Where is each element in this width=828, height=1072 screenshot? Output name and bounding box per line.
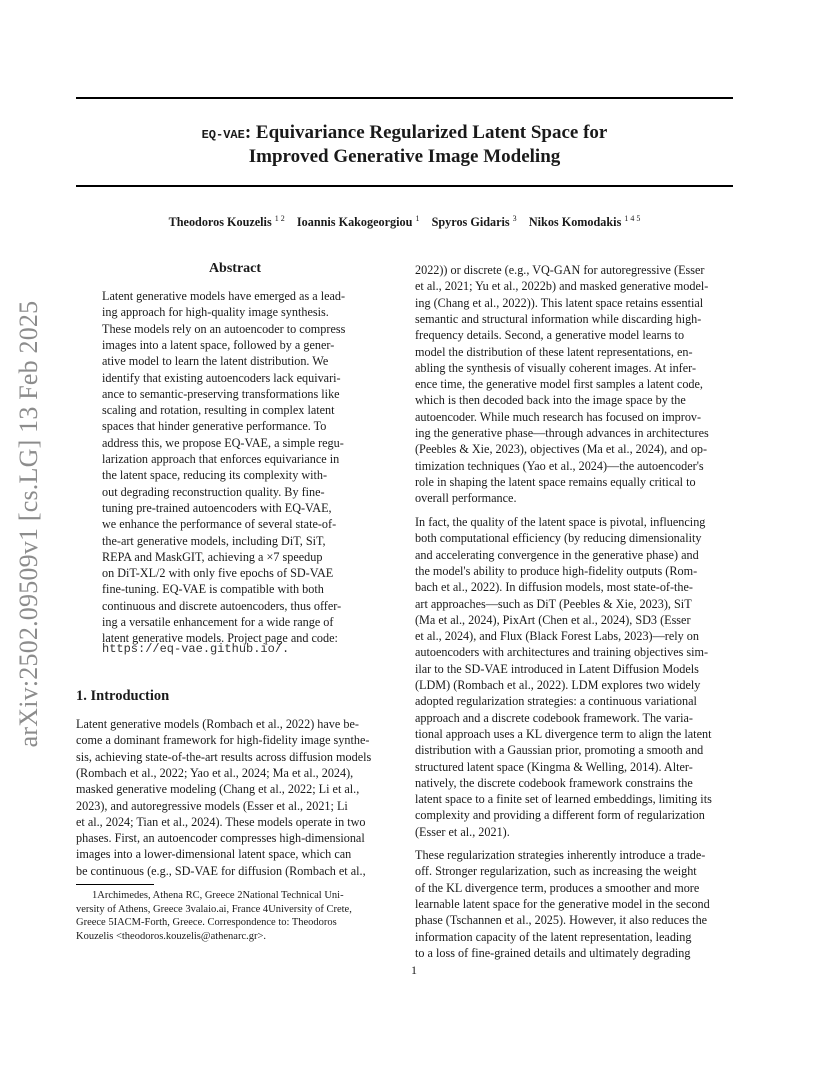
intro-line: masked generative modeling (Chang et al., 2022; Li et al., [76,782,360,797]
body-line: of the KL divergence term, produces a smoother and more [415,880,700,895]
title-bottom-rule [76,185,733,187]
body-line: (Esser et al., 2021). [415,824,510,839]
body-line: et al., 2021; Yu et al., 2022b) and masked generative model- [415,279,709,294]
body-line: and accelerating convergence in the generative phase) and [415,547,699,562]
body-line: which is then decoded back into the image space by the [415,393,686,408]
intro-line: images into a lower-dimensional latent space, which can [76,847,352,862]
body-line: et al., 2024), and Flux (Black Forest Labs, 2023)—rely on [415,629,699,644]
body-line: learnable latent space for the generative model in the second [415,896,710,911]
title-top-rule [76,97,733,99]
abstract-line: tuning pre-trained autoencoders with EQ-VAE, [102,500,332,515]
abstract-line: spaces that hinder generative performance. To [102,419,327,434]
body-line: adopted regularization strategies: a continuous variational [415,694,697,709]
body-line: latent space to a finite set of learned embeddings, limiting its [415,792,712,807]
body-line: abling the synthesis of visually coherent images. At infer- [415,360,697,375]
title-line-1-text: : Equivariance Regularized Latent Space for [244,122,608,143]
arxiv-identifier-text: arXiv:2502.09509v1 [cs.LG] 13 Feb 2025 [14,300,43,748]
body-line: structured latent space (Kingma & Welling, 2014). Alter- [415,759,693,774]
body-line: autoencoder. While much research has focused on improv- [415,409,702,424]
abstract-line: images into a latent space, followed by a gener- [102,337,335,352]
arxiv-identifier-stamp [9,289,49,759]
author-affiliation: 1 2 [274,214,285,223]
body-line: to a loss of fine-grained details and ultimately degrading [415,945,691,960]
body-line: off. Stronger regularization, such as increasing the weight [415,864,697,879]
title-method-name: EQ-VAE [201,128,245,142]
abstract-line: we enhance the performance of several state-of- [102,517,337,532]
author-name: Spyros Gidaris [431,215,510,230]
body-line: overall performance. [415,491,517,506]
abstract-heading: Abstract [208,261,262,276]
body-line: the model's ability to produce high-fidelity outputs (Rom- [415,563,698,578]
body-line: autoencoders with architectures and training objectives sim- [415,645,709,660]
body-line: bach et al., 2022). In diffusion models, most state-of-the- [415,580,693,595]
abstract-line: on DiT-XL/2 with only five epochs of SD-VAE [102,566,334,581]
body-line: distribution with a Gaussian prior, promoting a smooth and [415,743,704,758]
page-number: 1 [411,963,417,977]
abstract-line: ing approach for high-quality image synthesis. [102,305,329,320]
footnote-line: Kouzelis <theodoros.kouzelis@athenarc.gr>. [76,930,267,942]
body-line: tional approach uses a KL divergence term to align the latent [415,726,712,741]
intro-line: et al., 2024; Tian et al., 2024). These models operate in two [76,814,366,829]
abstract-line: These models rely on an autoencoder to compress [102,321,346,336]
author-affiliation: 3 [512,214,517,223]
body-line: role in shaping the latent space remains equally critical to [415,474,696,489]
body-line: timization techniques (Yao et al., 2024)—the autoencoder's [415,458,704,473]
paper-title-line-2: Improved Generative Image Modeling [248,146,561,167]
abstract-line: larization approach that enforces equivariance in [102,452,340,466]
body-line: These regularization strategies inherently introduce a trade- [415,848,706,862]
abstract-line: ing a versatile enhancement for a wide range of [102,615,334,629]
project-page-link[interactable]: https://eq-vae.github.io/. [102,642,290,656]
intro-line: be continuous (e.g., SD-VAE for diffusion (Rombach et al., [76,863,366,878]
intro-line: (Rombach et al., 2022; Yao et al., 2024; Ma et al., 2024), [76,765,354,780]
body-line: 2022)) or discrete (e.g., VQ-GAN for autoregressive (Esser [415,263,705,277]
body-line: ing (Chang et al., 2022)). This latent space retains essential [415,295,704,310]
body-line: (Ma et al., 2024), PixArt (Chen et al., 2024), SD3 (Esser [415,612,691,627]
intro-line: phases. First, an autoencoder compresses high-dimensional [76,831,365,846]
body-line: both computational efficiency (by reducing dimensionality [415,531,702,546]
intro-line: Latent generative models (Rombach et al., 2022) have be- [76,717,359,731]
body-line: complexity and providing a different form of regularization [415,808,705,823]
abstract-line: REPA and MaskGIT, achieving a ×7 speedup [102,549,323,564]
paper-title-line-1 [76,121,733,147]
author-name: Theodoros Kouzelis [168,215,272,230]
author-list [76,214,733,230]
author-name: Nikos Komodakis [528,215,622,230]
footnote-rule [76,884,154,885]
intro-line: 2023), and autoregressive models (Esser et al., 2021; Li [76,798,348,813]
abstract-line: the-art generative models, including DiT, SiT, [102,533,326,548]
body-line: approach and a discrete codebook framework. The varia- [415,710,693,725]
abstract-line: scaling and rotation, resulting in complex latent [102,403,335,418]
abstract-line: latent generative models. Project page and code: [102,631,338,646]
footnote-line: 1Archimedes, Athena RC, Greece 2National Technical Uni- [92,890,344,901]
intro-line: sis, achieving state-of-the-art results across diffusion models [76,749,372,764]
body-line: In fact, the quality of the latent space is pivotal, influencing [415,515,706,529]
abstract-line: ance to semantic-preserving transformations like [102,386,340,401]
footnote-line: Greece 5IACM-Forth, Greece. Correspondence to: Theodoros [76,917,337,928]
abstract-line: the latent space, reducing its complexity with- [102,468,328,483]
body-line: ence time, the generative model first samples a latent code, [415,377,703,392]
author-affiliation: 1 4 5 [624,214,641,223]
abstract-line: out degrading reconstruction quality. By fine- [102,484,325,499]
abstract-line: Latent generative models have emerged as a lead- [102,289,346,303]
abstract-line: identify that existing autoencoders lack equivari- [102,370,341,385]
body-line: frequency details. Second, a generative model learns to [415,328,685,343]
body-line: natively, the discrete codebook framework constrains the [415,775,693,790]
body-line: phase (Tschannen et al., 2025). However, it also reduces the [415,913,708,928]
body-line: art approaches—such as DiT (Peebles & Xie, 2023), SiT [415,596,692,611]
abstract-line: ative model to learn the latent distribution. We [102,354,329,369]
body-line: (LDM) (Rombach et al., 2022). LDM explores two widely [415,678,701,692]
body-line: semantic and structural information while discarding high- [415,311,702,326]
body-line: model the distribution of these latent representations, en- [415,344,693,359]
section-heading-introduction: 1. Introduction [76,688,170,704]
body-line: ilar to the SD-VAE introduced in Latent Diffusion Models [415,661,699,676]
abstract-line: address this, we propose EQ-VAE, a simple regu- [102,435,344,450]
body-line: ing the generative phase—through advances in architectures [415,426,709,440]
author-affiliation: 1 [415,214,420,223]
abstract-line: continuous and discrete autoencoders, thus offer- [102,598,342,613]
author-name: Ioannis Kakogeorgiou [296,215,413,230]
body-line: information capacity of the latent representation, leading [415,929,692,944]
abstract-line: fine-tuning. EQ-VAE is compatible with both [102,582,324,597]
body-line: (Peebles & Xie, 2023), objectives (Ma et al., 2024), and op- [415,442,708,457]
intro-line: come a dominant framework for high-fidelity image synthe- [76,733,370,748]
footnote-line: versity of Athens, Greece 3valaio.ai, France 4University of Crete, [76,903,352,915]
